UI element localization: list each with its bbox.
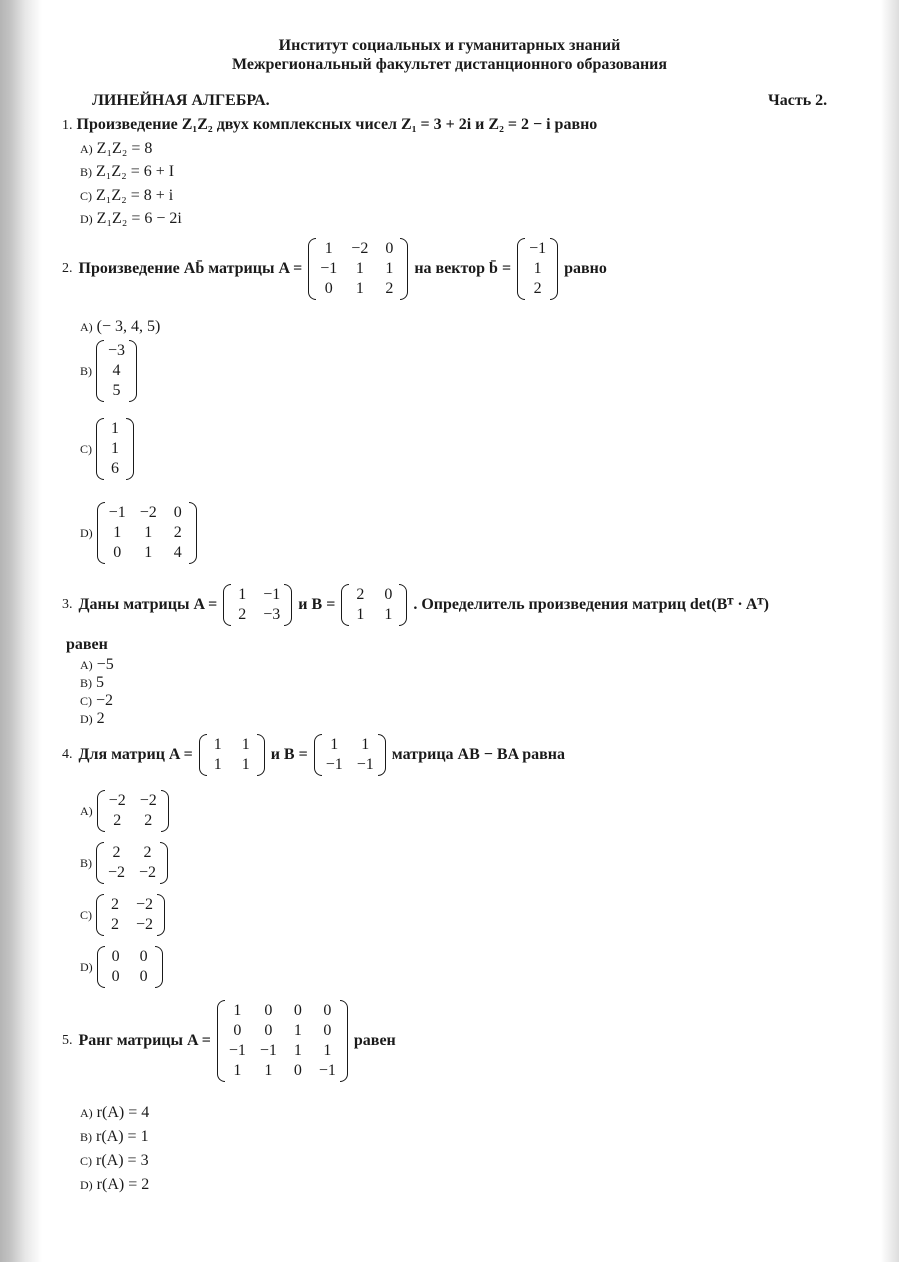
question-number: 2.: [62, 261, 73, 276]
question-5: [62, 1000, 396, 1082]
matrix-cell: −1: [318, 1062, 336, 1079]
matrix-A: [223, 584, 292, 626]
option-label: A): [80, 319, 93, 334]
matrix-cell: 0: [264, 1022, 273, 1039]
q5-option-b: [80, 1128, 149, 1146]
matrix-bracket-left: [96, 340, 104, 402]
q2-option-d: [80, 502, 197, 564]
matrix-cell: 1: [384, 606, 393, 623]
matrix-bracket-left: [223, 584, 231, 626]
matrix-grid: [231, 584, 284, 626]
matrix-bracket-right: [161, 790, 169, 832]
question-text-a: Даны матрицы A =: [78, 596, 218, 613]
matrix-cell: 1: [533, 260, 542, 277]
matrix-cell: 0: [293, 1002, 302, 1019]
matrix-cell: 1: [213, 736, 222, 753]
q3-option-d: [80, 710, 105, 728]
q5-option-c: [80, 1152, 149, 1170]
matrix-cell: −3: [108, 342, 126, 359]
question-text-a: Для матриц A =: [78, 746, 193, 763]
matrix-cell: 1: [113, 524, 122, 541]
matrix-bracket-left: [97, 502, 105, 564]
matrix-cell: 1: [323, 1042, 332, 1059]
matrix-cell: 2: [113, 812, 122, 829]
option-matrix: [96, 894, 165, 936]
matrix-bracket-left: [308, 238, 316, 300]
matrix-cell: 0: [384, 586, 393, 603]
scan-shadow-right: [881, 0, 899, 1262]
matrix-bracket-left: [314, 734, 322, 776]
matrix-bracket-left: [97, 790, 105, 832]
matrix-cell: 1: [330, 736, 339, 753]
matrix-cell: 4: [112, 362, 121, 379]
q2-option-c: [80, 418, 134, 480]
option-text: r(A) = 1: [96, 1128, 149, 1145]
matrix-cell: −1: [228, 1042, 246, 1059]
matrix-cell: 1: [385, 260, 394, 277]
matrix-bracket-left: [96, 418, 104, 480]
matrix-cell: 2: [385, 280, 394, 297]
matrix-bracket-right: [157, 894, 165, 936]
matrix-cell: −1: [356, 756, 374, 773]
option-label: C): [80, 441, 92, 456]
matrix-B: [314, 734, 386, 776]
matrix-cell: 1: [355, 260, 364, 277]
matrix-cell: 5: [112, 382, 121, 399]
option-text: r(A) = 3: [96, 1152, 149, 1169]
option-matrix: [97, 502, 197, 564]
matrix-cell: 1: [233, 1002, 242, 1019]
option-text: Z₁Z₂ = 8 + i: [96, 187, 174, 204]
matrix-cell: −1: [263, 586, 281, 603]
option-text: −2: [96, 692, 114, 709]
option-label: A): [80, 1105, 93, 1120]
matrix-grid: [349, 584, 399, 626]
matrix-A: [217, 1000, 348, 1082]
part-label: Часть 2.: [768, 92, 828, 109]
course-title: ЛИНЕЙНАЯ АЛГЕБРА.: [92, 92, 270, 109]
q1-option-a: [80, 140, 152, 158]
q5-option-d: [80, 1176, 149, 1194]
question-text-a: Произведение Ab̄ матрицы A =: [78, 260, 303, 277]
matrix-cell: 4: [173, 544, 182, 561]
question-text-b: и B =: [270, 746, 308, 763]
question-3: [62, 584, 769, 626]
matrix-grid: [207, 734, 257, 776]
matrix-cell: 2: [111, 916, 119, 933]
option-label: B): [80, 1129, 92, 1144]
option-matrix: [96, 842, 168, 884]
matrix-cell: −1: [325, 756, 343, 773]
matrix-bracket-left: [517, 238, 525, 300]
matrix-grid: [225, 1000, 340, 1082]
option-label: B): [80, 164, 92, 179]
q1-option-b: [80, 163, 174, 181]
question-text-b: равен: [353, 1032, 396, 1049]
question-text-c: . Определитель произведения матриц det(Bᵀ · Aᵀ): [413, 596, 769, 613]
matrix-cell: 1: [213, 756, 222, 773]
matrix-cell: 1: [264, 1062, 273, 1079]
matrix-cell: 1: [324, 240, 333, 257]
matrix-bracket-left: [217, 1000, 225, 1082]
option-text: −5: [96, 656, 114, 673]
option-text: 2: [96, 710, 105, 727]
option-label: D): [80, 711, 93, 726]
matrix-cell: 2: [238, 606, 247, 623]
question-2: [62, 238, 607, 300]
q4-option-d: [80, 946, 163, 988]
option-text: r(A) = 4: [96, 1104, 150, 1121]
option-label: C): [80, 188, 92, 203]
document-header: [0, 36, 899, 74]
q3-option-c: [80, 692, 113, 710]
matrix-bracket-right: [340, 1000, 348, 1082]
matrix-cell: 0: [233, 1022, 242, 1039]
option-label: A): [80, 657, 93, 672]
matrix-cell: −1: [320, 260, 338, 277]
matrix-cell: 1: [233, 1062, 242, 1079]
matrix-bracket-left: [96, 894, 104, 936]
question-text-b: и B =: [298, 596, 336, 613]
matrix-grid: [104, 418, 126, 480]
matrix-cell: 0: [324, 280, 333, 297]
option-label: D): [80, 525, 93, 540]
question-text: Произведение Z₁Z₂ двух комплексных чисел Z₁ = 3 + 2i и Z₂ = 2 − i равно: [76, 116, 598, 133]
matrix-bracket-right: [155, 946, 163, 988]
matrix-cell: 2: [112, 844, 121, 861]
matrix-bracket-right: [126, 418, 134, 480]
matrix-bracket-right: [400, 238, 408, 300]
matrix-cell: 0: [323, 1022, 332, 1039]
header-line-1: Институт социальных и гуманитарных знаний: [278, 37, 621, 54]
option-label: A): [80, 803, 93, 818]
matrix-cell: 0: [293, 1062, 302, 1079]
option-text: Z₁Z₂ = 8: [96, 140, 153, 157]
matrix-cell: 2: [111, 896, 119, 913]
matrix-bracket-right: [129, 340, 137, 402]
option-text: 5: [96, 674, 104, 691]
question-number: 1.: [62, 118, 73, 133]
option-label: B): [80, 363, 92, 378]
matrix-cell: 1: [355, 280, 364, 297]
matrix-grid: [525, 238, 550, 300]
matrix-cell: 0: [264, 1002, 273, 1019]
option-label: C): [80, 1153, 92, 1168]
q2-option-a: [80, 318, 160, 336]
matrix-cell: 1: [361, 736, 370, 753]
matrix-bracket-left: [199, 734, 207, 776]
matrix-cell: 2: [173, 524, 182, 541]
matrix-cell: 1: [144, 524, 153, 541]
q5-option-a: [80, 1104, 149, 1122]
q3-text-tail: равен: [66, 636, 108, 653]
matrix-cell: 0: [385, 240, 394, 257]
matrix-cell: 6: [111, 460, 119, 477]
matrix-cell: −2: [139, 504, 157, 521]
option-text: (− 3, 4, 5): [96, 318, 161, 335]
option-matrix: [96, 418, 134, 480]
vector-b: [517, 238, 558, 300]
matrix-cell: 2: [533, 280, 542, 297]
option-label: C): [80, 907, 92, 922]
question-4: [62, 734, 565, 776]
matrix-bracket-right: [378, 734, 386, 776]
scan-shadow-left: [0, 0, 42, 1262]
matrix-bracket-left: [97, 946, 105, 988]
q3-option-a: [80, 656, 114, 674]
matrix-A: [308, 238, 408, 300]
matrix-bracket-left: [341, 584, 349, 626]
matrix-cell: 1: [356, 606, 365, 623]
matrix-cell: 2: [144, 812, 153, 829]
matrix-grid: [105, 790, 161, 832]
question-number: 3.: [62, 597, 73, 612]
matrix-cell: −1: [529, 240, 547, 257]
matrix-cell: −2: [108, 864, 126, 881]
matrix-B: [341, 584, 407, 626]
option-matrix: [96, 340, 137, 402]
question-text-c: матрица AB − BA равна: [391, 746, 565, 763]
option-label: D): [80, 1177, 93, 1192]
matrix-cell: −2: [108, 792, 126, 809]
matrix-cell: −2: [136, 896, 154, 913]
matrix-bracket-right: [284, 584, 292, 626]
matrix-cell: 1: [293, 1042, 302, 1059]
matrix-A: [199, 734, 265, 776]
matrix-cell: 1: [111, 420, 119, 437]
matrix-grid: [104, 894, 157, 936]
matrix-cell: 2: [356, 586, 365, 603]
matrix-grid: [104, 842, 160, 884]
question-number: 5.: [62, 1033, 73, 1048]
q4-option-a: [80, 790, 169, 832]
q1-option-d: [80, 210, 182, 228]
matrix-cell: −2: [139, 864, 157, 881]
matrix-cell: 1: [241, 756, 250, 773]
matrix-grid: [322, 734, 378, 776]
matrix-cell: −2: [351, 240, 369, 257]
option-matrix: [97, 790, 169, 832]
matrix-cell: 1: [111, 440, 119, 457]
option-label: B): [80, 675, 92, 690]
matrix-bracket-right: [189, 502, 197, 564]
q1-option-c: [80, 187, 173, 205]
q3-option-b: [80, 674, 104, 692]
q2-option-b: [80, 340, 137, 402]
matrix-cell: −2: [139, 792, 157, 809]
question-text-b: на вектор b̄ =: [414, 260, 512, 277]
header-line-2: Межрегиональный факультет дистанционного образования: [231, 56, 668, 73]
question-text-a: Ранг матрицы A =: [78, 1032, 211, 1049]
matrix-cell: −2: [136, 916, 154, 933]
option-label: A): [80, 141, 93, 156]
question-text-c: равно: [564, 260, 607, 277]
matrix-cell: −3: [263, 606, 281, 623]
option-label: C): [80, 693, 92, 708]
matrix-cell: 0: [111, 948, 120, 965]
matrix-grid: [316, 238, 400, 300]
q4-option-c: [80, 894, 165, 936]
option-label: D): [80, 211, 93, 226]
matrix-cell: 1: [144, 544, 153, 561]
matrix-bracket-right: [550, 238, 558, 300]
matrix-cell: 0: [139, 968, 148, 985]
matrix-cell: −1: [108, 504, 126, 521]
matrix-grid: [105, 502, 189, 564]
matrix-cell: 1: [293, 1022, 302, 1039]
option-text: Z₁Z₂ = 6 + I: [96, 163, 175, 180]
matrix-cell: 0: [139, 948, 148, 965]
matrix-cell: 1: [238, 586, 247, 603]
question-number: 4.: [62, 747, 73, 762]
matrix-cell: 0: [173, 504, 182, 521]
matrix-cell: 1: [241, 736, 250, 753]
matrix-cell: 2: [143, 844, 152, 861]
option-text: Z₁Z₂ = 6 − 2i: [96, 210, 182, 227]
matrix-bracket-right: [399, 584, 407, 626]
matrix-bracket-right: [160, 842, 168, 884]
matrix-cell: −1: [259, 1042, 277, 1059]
option-label: B): [80, 855, 92, 870]
matrix-cell: 0: [111, 968, 120, 985]
q4-option-b: [80, 842, 168, 884]
matrix-grid: [105, 946, 155, 988]
option-matrix: [97, 946, 163, 988]
option-label: D): [80, 959, 93, 974]
matrix-bracket-left: [96, 842, 104, 884]
matrix-grid: [104, 340, 129, 402]
question-1: [62, 116, 597, 134]
matrix-cell: 0: [113, 544, 122, 561]
matrix-cell: 0: [323, 1002, 332, 1019]
matrix-bracket-right: [257, 734, 265, 776]
option-text: r(A) = 2: [96, 1176, 150, 1193]
